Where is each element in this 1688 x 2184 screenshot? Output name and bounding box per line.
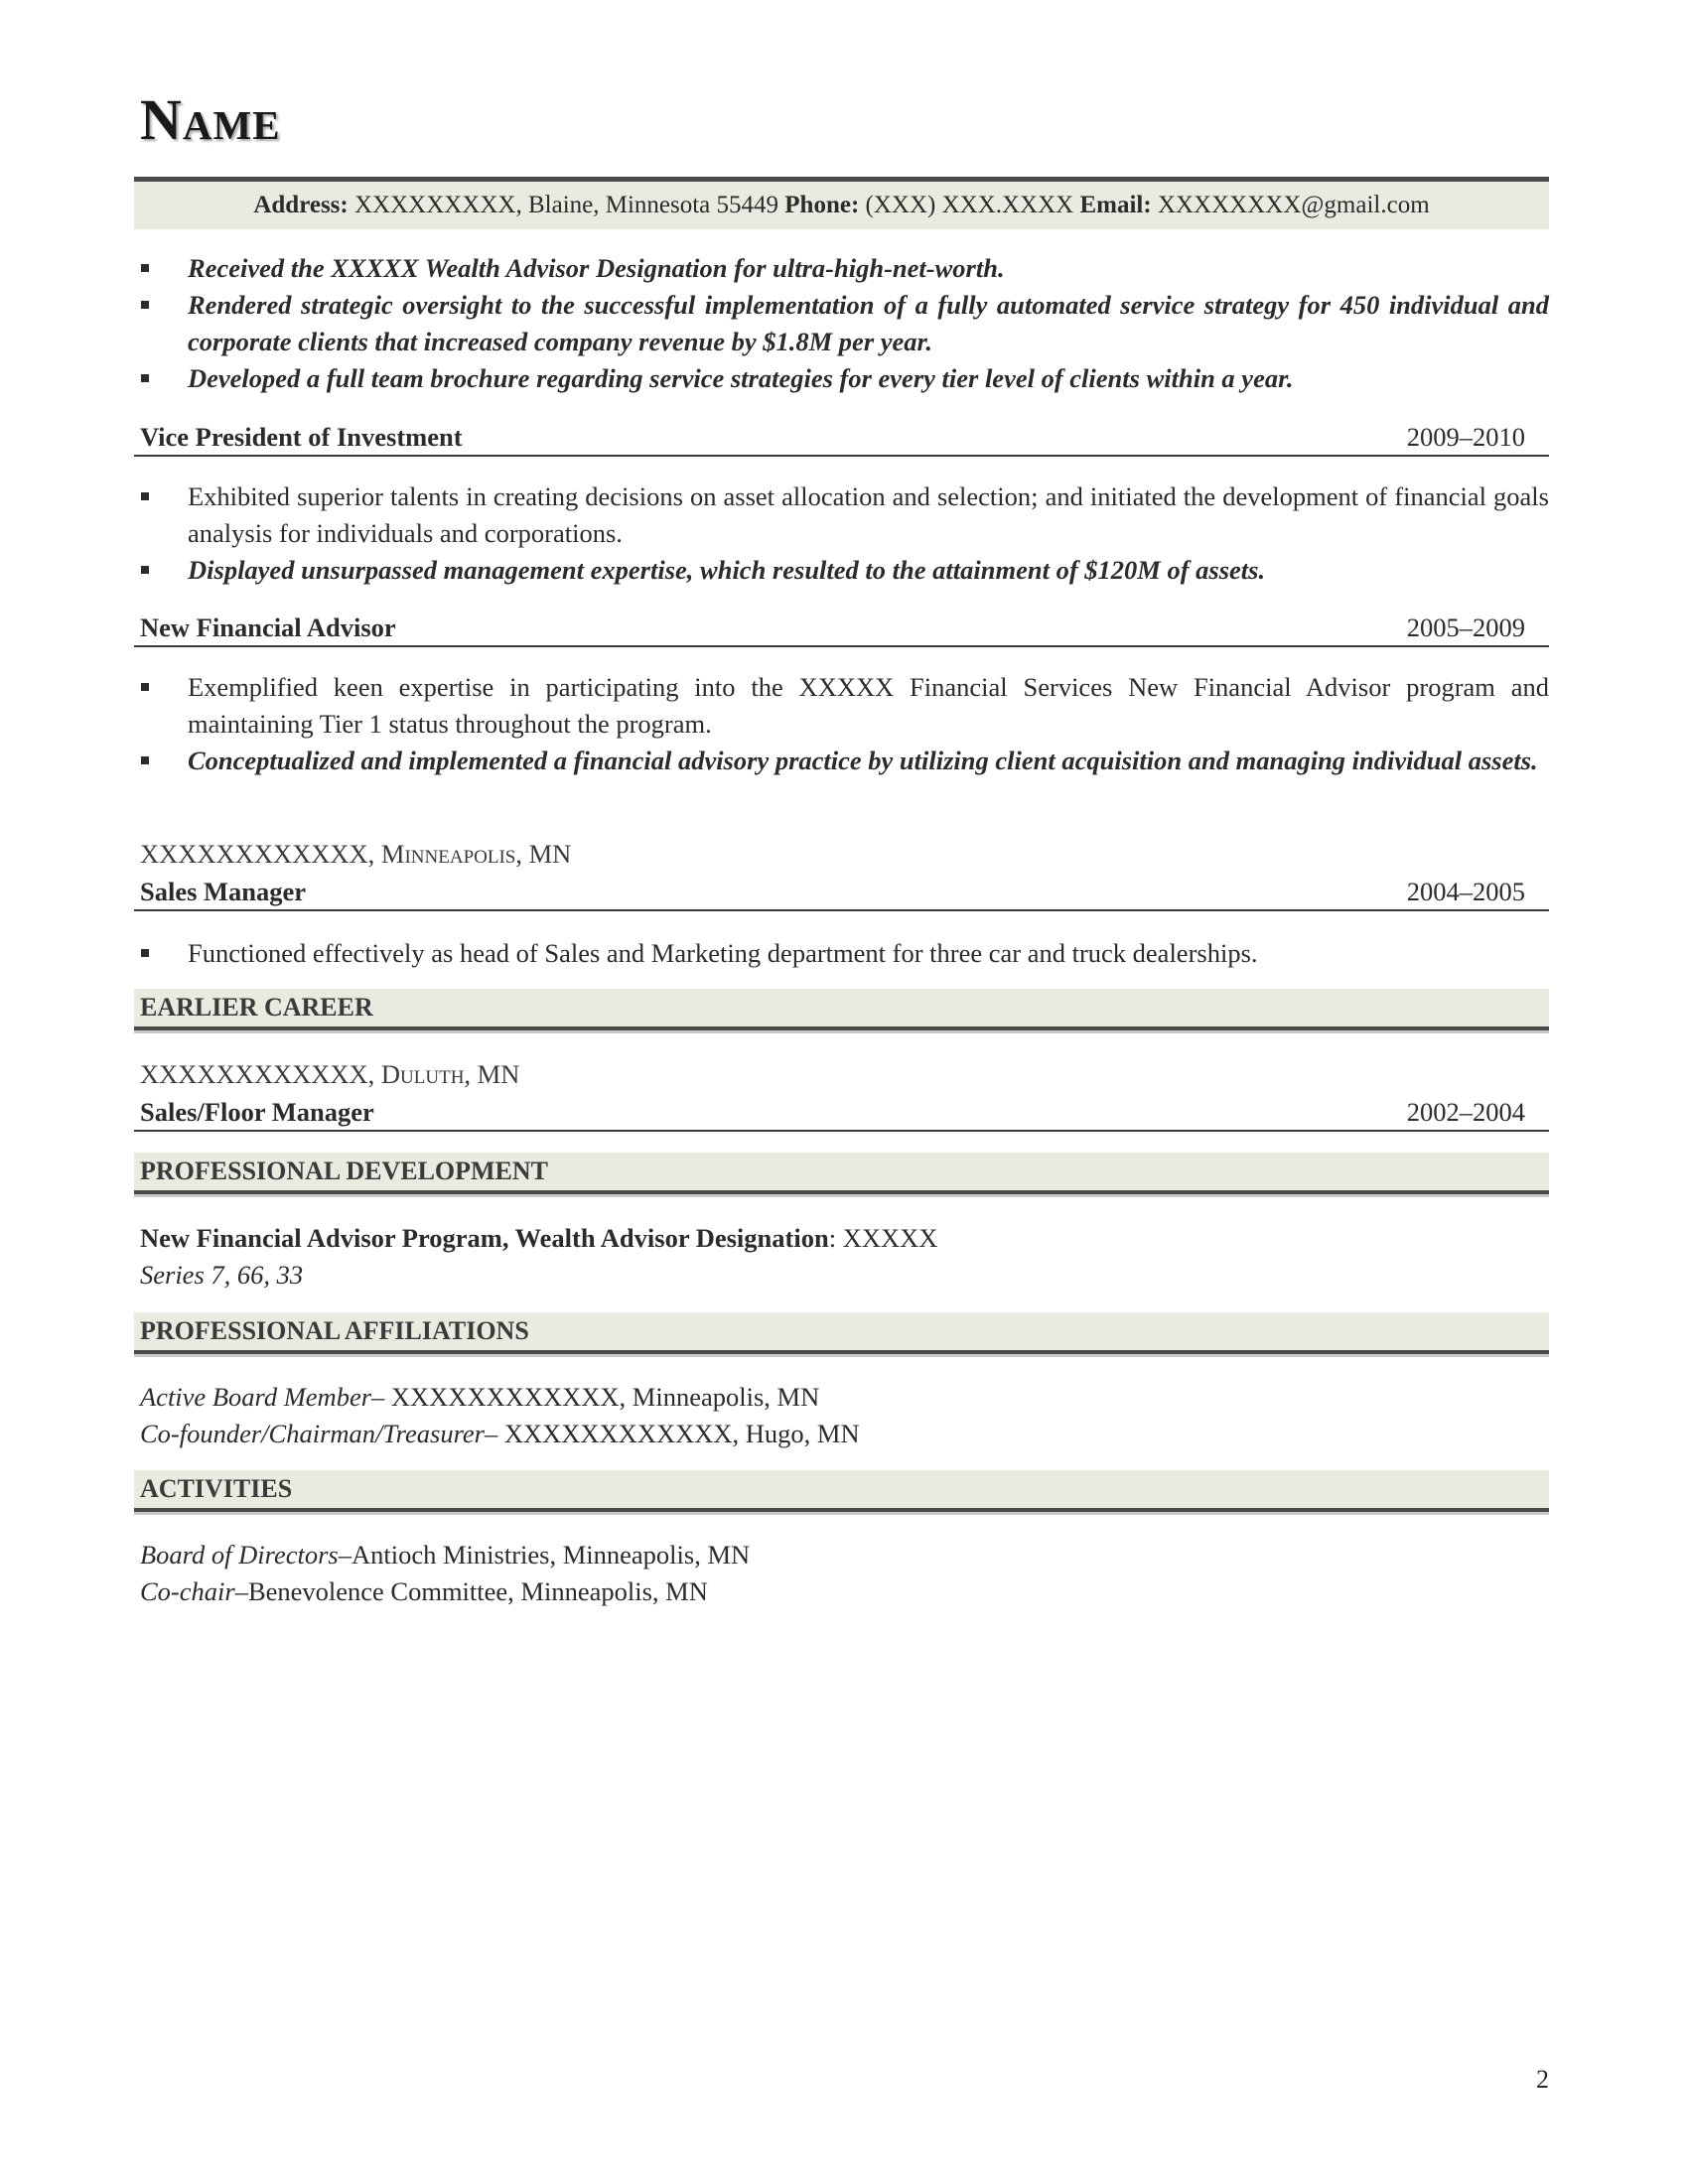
list-item: Displayed unsurpassed management expertise, which resulted to the attainment of $120M of assets.: [134, 552, 1549, 589]
activity-item: Board of Directors–Antioch Ministries, Minneapolis, MN: [140, 1540, 751, 1570]
bullet-icon: [141, 374, 149, 382]
company-line: [140, 1056, 519, 1092]
bullet-icon: [141, 683, 149, 691]
phone-value: (XXX) XXX.XXXX: [865, 192, 1074, 218]
job-title: Vice President of Investment: [140, 422, 463, 452]
company-location: Minneapolis, MN: [380, 839, 572, 869]
activity-item: Co-chair–Benevolence Committee, Minneapolis, MN: [140, 1576, 708, 1606]
list-item: Rendered strategic oversight to the successful implementation of a fully automated service strategy for 450 individual and corporate clients that increased company revenue by $1.8M per year.: [134, 287, 1549, 360]
job-header: [134, 874, 1549, 911]
job-dates: 2005–2009: [1406, 613, 1525, 642]
bullet-icon: [141, 756, 149, 764]
affiliation-item: Active Board Member– XXXXXXXXXXXX, Minneapolis, MN: [140, 1382, 820, 1412]
development-program: New Financial Advisor Program, Wealth Advisor Designation: XXXXX: [140, 1223, 938, 1253]
list-item: Developed a full team brochure regarding service strategies for every tier level of clients within a year.: [134, 360, 1549, 397]
development-series: Series 7, 66, 33: [140, 1260, 304, 1290]
candidate-name: Name: [140, 87, 281, 152]
list-item: Received the XXXXX Wealth Advisor Designation for ultra-high-net-worth.: [134, 250, 1549, 287]
bullet-icon: [141, 264, 149, 272]
section-heading-activities: ACTIVITIES: [134, 1470, 1549, 1512]
job-dates: 2009–2010: [1406, 422, 1525, 452]
section-heading-professional-affiliations: PROFESSIONAL AFFILIATIONS: [134, 1312, 1549, 1354]
contact-bar: [134, 177, 1549, 229]
job-header: [134, 610, 1549, 647]
job-title: New Financial Advisor: [140, 613, 396, 642]
job-bullets: [134, 669, 1549, 779]
list-item: Exhibited superior talents in creating decisions on asset allocation and selection; and initiated the development of financial goals analysis for individuals and corporations.: [134, 478, 1549, 552]
job-header: [134, 419, 1549, 457]
affiliation-item: Co-founder/Chairman/Treasurer– XXXXXXXXXXXX, Hugo, MN: [140, 1419, 860, 1448]
company-location: Duluth, MN: [380, 1059, 520, 1089]
list-item: Functioned effectively as head of Sales and Marketing department for three car and truck dealerships.: [134, 935, 1549, 972]
address-value: XXXXXXXXX, Blaine, Minnesota 55449: [353, 192, 779, 218]
email-value: XXXXXXXX@gmail.com: [1157, 192, 1430, 218]
section-heading-professional-development: PROFESSIONAL DEVELOPMENT: [134, 1153, 1549, 1194]
page-number: 2: [1536, 2065, 1549, 2094]
job-title: Sales Manager: [140, 877, 307, 906]
job-dates: 2002–2004: [1406, 1097, 1525, 1127]
bullet-icon: [141, 949, 149, 957]
list-item: Conceptualized and implemented a financial advisory practice by utilizing client acquisition and managing individual assets.: [134, 743, 1549, 779]
bullet-icon: [141, 301, 149, 309]
job-title: Sales/Floor Manager: [140, 1097, 374, 1127]
contact-band: [134, 182, 1549, 229]
list-item: Exemplified keen expertise in participating into the XXXXX Financial Services New Financial Advisor program and maintaining Tier 1 status throughout the program.: [134, 669, 1549, 743]
bullet-icon: [141, 566, 149, 574]
section-heading-earlier-career: EARLIER CAREER: [134, 989, 1549, 1030]
job-dates: 2004–2005: [1406, 877, 1525, 906]
address-label: Address:: [253, 192, 349, 218]
job-header: [134, 1094, 1549, 1132]
job-bullets: [134, 935, 1549, 972]
phone-label: Phone:: [784, 192, 860, 218]
company-line: [140, 836, 571, 872]
email-label: Email:: [1079, 192, 1152, 218]
bullet-icon: [141, 492, 149, 500]
summary-bullets: [134, 250, 1549, 397]
job-bullets: [134, 478, 1549, 589]
company-name: XXXXXXXXXXXX,: [140, 839, 375, 869]
company-name: XXXXXXXXXXXX,: [140, 1059, 375, 1089]
